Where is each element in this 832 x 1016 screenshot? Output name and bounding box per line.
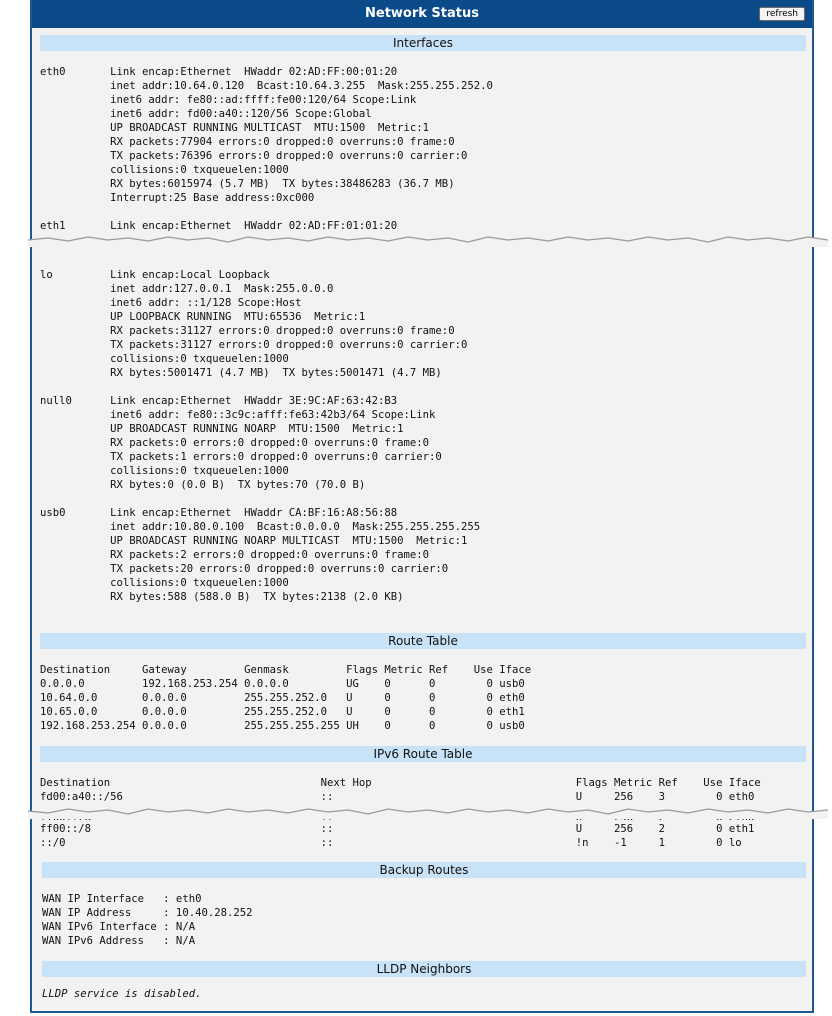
backup-routes-output: WAN IP Interface : eth0 WAN IP Address : 10.40.28.252 WAN IPv6 Interface : N/A WAN IPv6 Address : N/A (42, 893, 253, 947)
backup-routes-heading: Backup Routes (42, 862, 806, 878)
lldp-neighbors-heading: LLDP Neighbors (42, 961, 806, 977)
lldp-status-text: LLDP service is disabled. (42, 988, 202, 1000)
ipv6-route-table-heading: IPv6 Route Table (40, 746, 806, 762)
interfaces-output-bottom: lo Link encap:Local Loopback inet addr:127.0.0.1 Mask:255.0.0.0 inet6 addr: ::1/128 Scope:Host UP LOOPBACK RUNNING MTU:65536 Metric:1 RX packets:31127 errors:0 dropped:0 overruns:0 frame:0 TX packets:31127 errors:0 dropped:0 overruns:0 carrier:0 collisions:0 txqueuelen:1000 RX bytes:5001471 (4.7 MB) TX bytes:5001471 (4.7 MB) null0 Link encap:Ethernet HWaddr 3E:9C:AF:63:42:B3 inet6 addr: fe80::3c9c:afff:fe63:42b3/64 Scope:Link UP BROADCAST RUNNING NOARP MTU:1500 Metric:1 RX packets:0 errors:0 dropped:0 overruns:0 frame:0 TX packets:1 errors:0 dropped:0 overruns:0 carrier:0 collisions:0 txqueuelen:1000 RX bytes:0 (0.0 B) TX bytes:70 (70.0 B) usb0 Link encap:Ethernet HWaddr CA:BF:16:A8:56:88 inet addr:10.80.0.100 Bcast:0.0.0.0 Mask:255.255.255.255 UP BROADCAST RUNNING NOARP MULTICAST MTU:1500 Metric:1 RX packets:2 errors:0 dropped:0 overruns:0 frame:0 TX packets:20 errors:0 dropped:0 overruns:0 carrier:0 collisions:0 txqueuelen:1000 RX bytes:588 (588.0 B) TX bytes:2138 (2.0 KB) (40, 269, 481, 603)
refresh-button[interactable]: refresh (759, 7, 805, 21)
ipv6-route-table-output-bottom: ff00::/8 :: U 256 2 0 eth1 ::/0 :: !n -1 1 0 lo (40, 823, 755, 849)
title-bar (32, 0, 812, 28)
route-table-heading: Route Table (40, 633, 806, 649)
torn-edge-divider (28, 233, 828, 247)
torn-edge-divider-2 (28, 805, 828, 819)
route-table-output: Destination Gateway Genmask Flags Metric Ref Use Iface 0.0.0.0 192.168.253.254 0.0.0.0 UG 0 0 0 usb0 10.64.0.0 0.0.0.0 255.255.252.0 U 0 0 0 eth0 10.65.0.0 0.0.0.0 255.255.252.0 U 0 0 0 eth1 192.168.253.254 0.0.0.0 255.255.255.255 UH 0 0 0 usb0 (40, 664, 532, 732)
network-status-panel (30, 0, 814, 1013)
page-title: Network Status (365, 6, 479, 21)
interfaces-output-top: eth0 Link encap:Ethernet HWaddr 02:AD:FF:00:01:20 inet addr:10.64.0.120 Bcast:10.64.3.255 Mask:255.255.252.0 inet6 addr: fe80::ad:ffff:fe00:120/64 Scope:Link inet6 addr: fd00:a40::120/56 Scope:Global UP BROADCAST RUNNING MULTICAST MTU:1500 Metric:1 RX packets:77904 errors:0 dropped:0 overruns:0 frame:0 TX packets:76396 errors:0 dropped:0 overruns:0 carrier:0 collisions:0 txqueuelen:1000 RX bytes:6015974 (5.7 MB) TX bytes:38486283 (36.7 MB) Interrupt:25 Base address:0xc000 eth1 Link encap:Ethernet HWaddr 02:AD:FF:01:01:20 (40, 66, 493, 232)
ipv6-route-table-output-top: Destination Next Hop Flags Metric Ref Use Iface fd00:a40::/56 :: U 256 3 0 eth0 (40, 777, 761, 803)
interfaces-heading: Interfaces (40, 35, 806, 51)
